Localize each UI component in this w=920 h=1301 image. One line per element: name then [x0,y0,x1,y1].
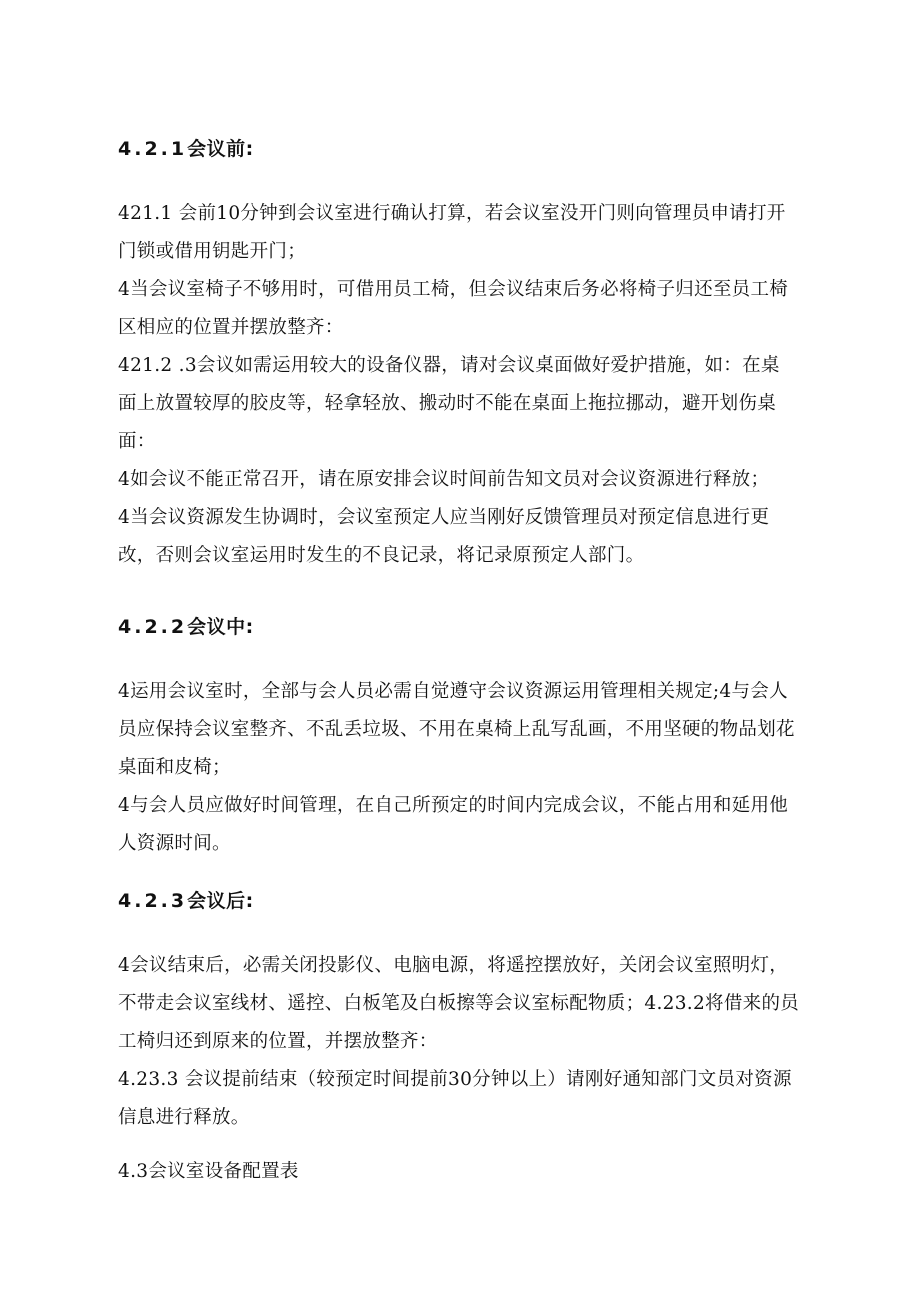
section-title: 会议中: [187,616,254,638]
section-body-during [118,673,818,863]
section-number: 4.2.1 [118,138,188,160]
text-line: 不带走会议室线材、遥控、白板笔及白板擦等会议室标配物质；4.23.2将借来的员 [118,993,800,1014]
section-number: 4.2.3 [118,890,188,912]
text-line: 4会议结束后，必需关闭投影仪、电脑电源，将遥控摆放好，关闭会议室照明灯， [118,955,789,976]
section-heading-before [118,134,254,161]
text-line: 4.23.3 会议提前结束（较预定时间提前30分钟以上）请刚好通知部门文员对资源 [118,1069,792,1090]
text-line: 桌面和皮椅； [118,757,231,778]
text-line: 人资源时间。 [118,833,231,854]
text-line: 门锁或借用钥匙开门； [118,241,307,262]
text-line: 4当会议室椅子不够用时，可借用员工椅，但会议结束后务必将椅子归还至员工椅 [118,279,789,300]
equipment-table-title: 4.3会议室设备配置表 [118,1161,299,1182]
text-line: 面： [118,431,156,452]
text-line: 员应保持会议室整齐、不乱丢垃圾、不用在桌椅上乱写乱画，不用坚硬的物品划花 [118,719,795,740]
text-line: 4如会议不能正常召开，请在原安排会议时间前告知文员对会议资源进行释放； [118,469,770,490]
text-line: 区相应的位置并摆放整齐： [118,317,344,338]
section-number: 4.2.2 [118,616,188,638]
text-line: 4运用会议室时，全部与会人员必需自觉遵守会议资源运用管理相关规定;4与会人 [118,681,788,702]
section-body-before [118,195,818,575]
section-title: 会议后: [187,890,254,912]
text-line: 421.1 会前10分钟到会议室进行确认打算，若会议室没开门则向管理员申请打开 [118,203,786,224]
section-heading-during [118,612,254,639]
text-line: 4当会议资源发生协调时，会议室预定人应当刚好反馈管理员对预定信息进行更 [118,507,770,528]
section-title: 会议前: [187,138,254,160]
text-line: 改，否则会议室运用时发生的不良记录，将记录原预定人部门。 [118,545,645,566]
section-heading-after [118,886,254,913]
text-line: 工椅归还到原来的位置，并摆放整齐： [118,1031,438,1052]
text-line: 4与会人员应做好时间管理，在自己所预定的时间内完成会议，不能占用和延用他 [118,795,789,816]
text-line: 421.2 .3会议如需运用较大的设备仪器，请对会议桌面做好爱护措施，如：在桌 [118,355,780,376]
section-body-after [118,947,818,1137]
text-line: 信息进行释放。 [118,1107,250,1128]
text-line: 面上放置较厚的胶皮等，轻拿轻放、搬动时不能在桌面上拖拉挪动，避开划伤桌 [118,393,777,414]
